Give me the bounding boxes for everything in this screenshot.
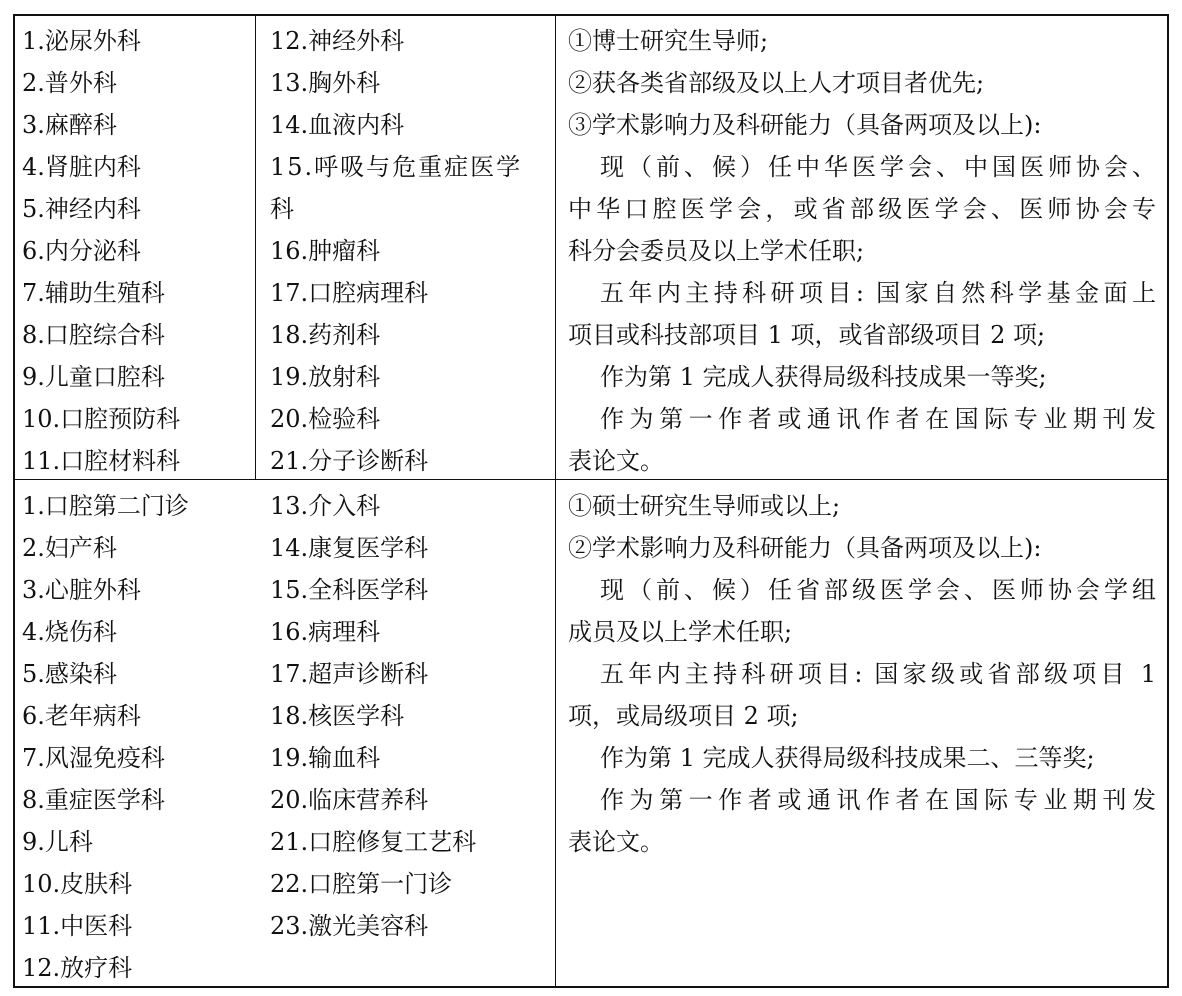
list-item: 15.呼吸与危重症医学 (270, 153, 523, 181)
list-item: 18.核医学科 (270, 702, 405, 730)
list-item: 6.老年病科 (22, 702, 141, 730)
list-item: 14.血液内科 (270, 111, 405, 139)
requirement-line: 项，或局级项目 2 项; (568, 702, 799, 730)
list-item: 21.分子诊断科 (270, 447, 429, 475)
requirement-line: 现（前、候）任省部级医学会、医师协会学组 (600, 576, 1156, 604)
list-item: 7.辅助生殖科 (22, 279, 165, 307)
requirement-line: 作为第 1 完成人获得局级科技成果一等奖; (600, 363, 1047, 391)
requirement-line: 表论文。 (568, 828, 664, 856)
list-item: 16.病理科 (270, 618, 381, 646)
list-item: 7.风湿免疫科 (22, 744, 165, 772)
list-item: 1.泌尿外科 (22, 27, 141, 55)
list-item: 5.感染科 (22, 660, 117, 688)
list-item: 科 (270, 195, 294, 223)
requirement-line: ③学术影响力及科研能力（具备两项及以上): (568, 111, 1042, 139)
requirement-line: 中华口腔医学会，或省部级医学会、医师协会专 (568, 195, 1156, 223)
list-item: 20.临床营养科 (270, 786, 429, 814)
list-item: 10.口腔预防科 (22, 405, 181, 433)
list-item: 2.普外科 (22, 69, 117, 97)
requirement-line: 作为第一作者或通讯作者在国际专业期刊发 (600, 405, 1156, 433)
list-item: 5.神经内科 (22, 195, 141, 223)
s2-departments-col2 (270, 485, 476, 947)
requirement-line: ①硕士研究生导师或以上; (568, 492, 841, 520)
list-item: 3.麻醉科 (22, 111, 117, 139)
s2-requirements (568, 485, 1156, 863)
list-item: 10.皮肤科 (22, 870, 133, 898)
list-item: 13.介入科 (270, 492, 381, 520)
list-item: 22.口腔第一门诊 (270, 870, 453, 898)
list-item: 8.重症医学科 (22, 786, 165, 814)
requirement-line: ②学术影响力及科研能力（具备两项及以上): (568, 534, 1042, 562)
list-item: 16.肿瘤科 (270, 237, 381, 265)
s1-departments-col1 (22, 20, 180, 482)
list-item: 2.妇产科 (22, 534, 117, 562)
list-item: 21.口腔修复工艺科 (270, 828, 477, 856)
list-item: 9.儿科 (22, 828, 93, 856)
col-divider-2 (555, 14, 556, 988)
list-item: 15.全科医学科 (270, 576, 429, 604)
list-item: 12.神经外科 (270, 27, 405, 55)
requirement-line: 五年内主持科研项目: 国家自然科学基金面上 (600, 279, 1156, 307)
requirement-line: 表论文。 (568, 447, 664, 475)
s1-requirements (568, 20, 1156, 482)
col-divider-1-top (255, 14, 256, 480)
requirement-line: ①博士研究生导师; (568, 27, 769, 55)
list-item: 20.检验科 (270, 405, 381, 433)
list-item: 6.内分泌科 (22, 237, 141, 265)
list-item: 1.口腔第二门诊 (22, 492, 189, 520)
list-item: 3.心脏外科 (22, 576, 141, 604)
list-item: 17.口腔病理科 (270, 279, 429, 307)
list-item: 17.超声诊断科 (270, 660, 429, 688)
s1-departments-col2 (270, 20, 522, 482)
list-item: 18.药剂科 (270, 321, 381, 349)
requirement-line: 成员及以上学术任职; (568, 618, 793, 646)
requirement-line: ②获各类省部级及以上人才项目者优先; (568, 69, 985, 97)
s2-departments-col1 (22, 485, 189, 989)
requirement-line: 项目或科技部项目 1 项，或省部级项目 2 项; (568, 321, 1046, 349)
list-item: 14.康复医学科 (270, 534, 429, 562)
list-item: 9.儿童口腔科 (22, 363, 165, 391)
list-item: 4.肾脏内科 (22, 153, 141, 181)
requirement-line: 五年内主持科研项目: 国家级或省部级项目 1 (600, 660, 1156, 688)
list-item: 13.胸外科 (270, 69, 381, 97)
list-item: 11.口腔材料科 (22, 447, 181, 475)
requirement-line: 科分会委员及以上学术任职; (568, 237, 865, 265)
list-item: 19.放射科 (270, 363, 381, 391)
list-item: 12.放疗科 (22, 954, 133, 982)
list-item: 23.激光美容科 (270, 912, 429, 940)
list-item: 4.烧伤科 (22, 618, 117, 646)
requirement-line: 现（前、候）任中华医学会、中国医师协会、 (600, 153, 1156, 181)
requirement-line: 作为第一作者或通讯作者在国际专业期刊发 (600, 786, 1156, 814)
list-item: 19.输血科 (270, 744, 381, 772)
requirement-line: 作为第 1 完成人获得局级科技成果二、三等奖; (600, 744, 1095, 772)
list-item: 8.口腔综合科 (22, 321, 165, 349)
list-item: 11.中医科 (22, 912, 133, 940)
